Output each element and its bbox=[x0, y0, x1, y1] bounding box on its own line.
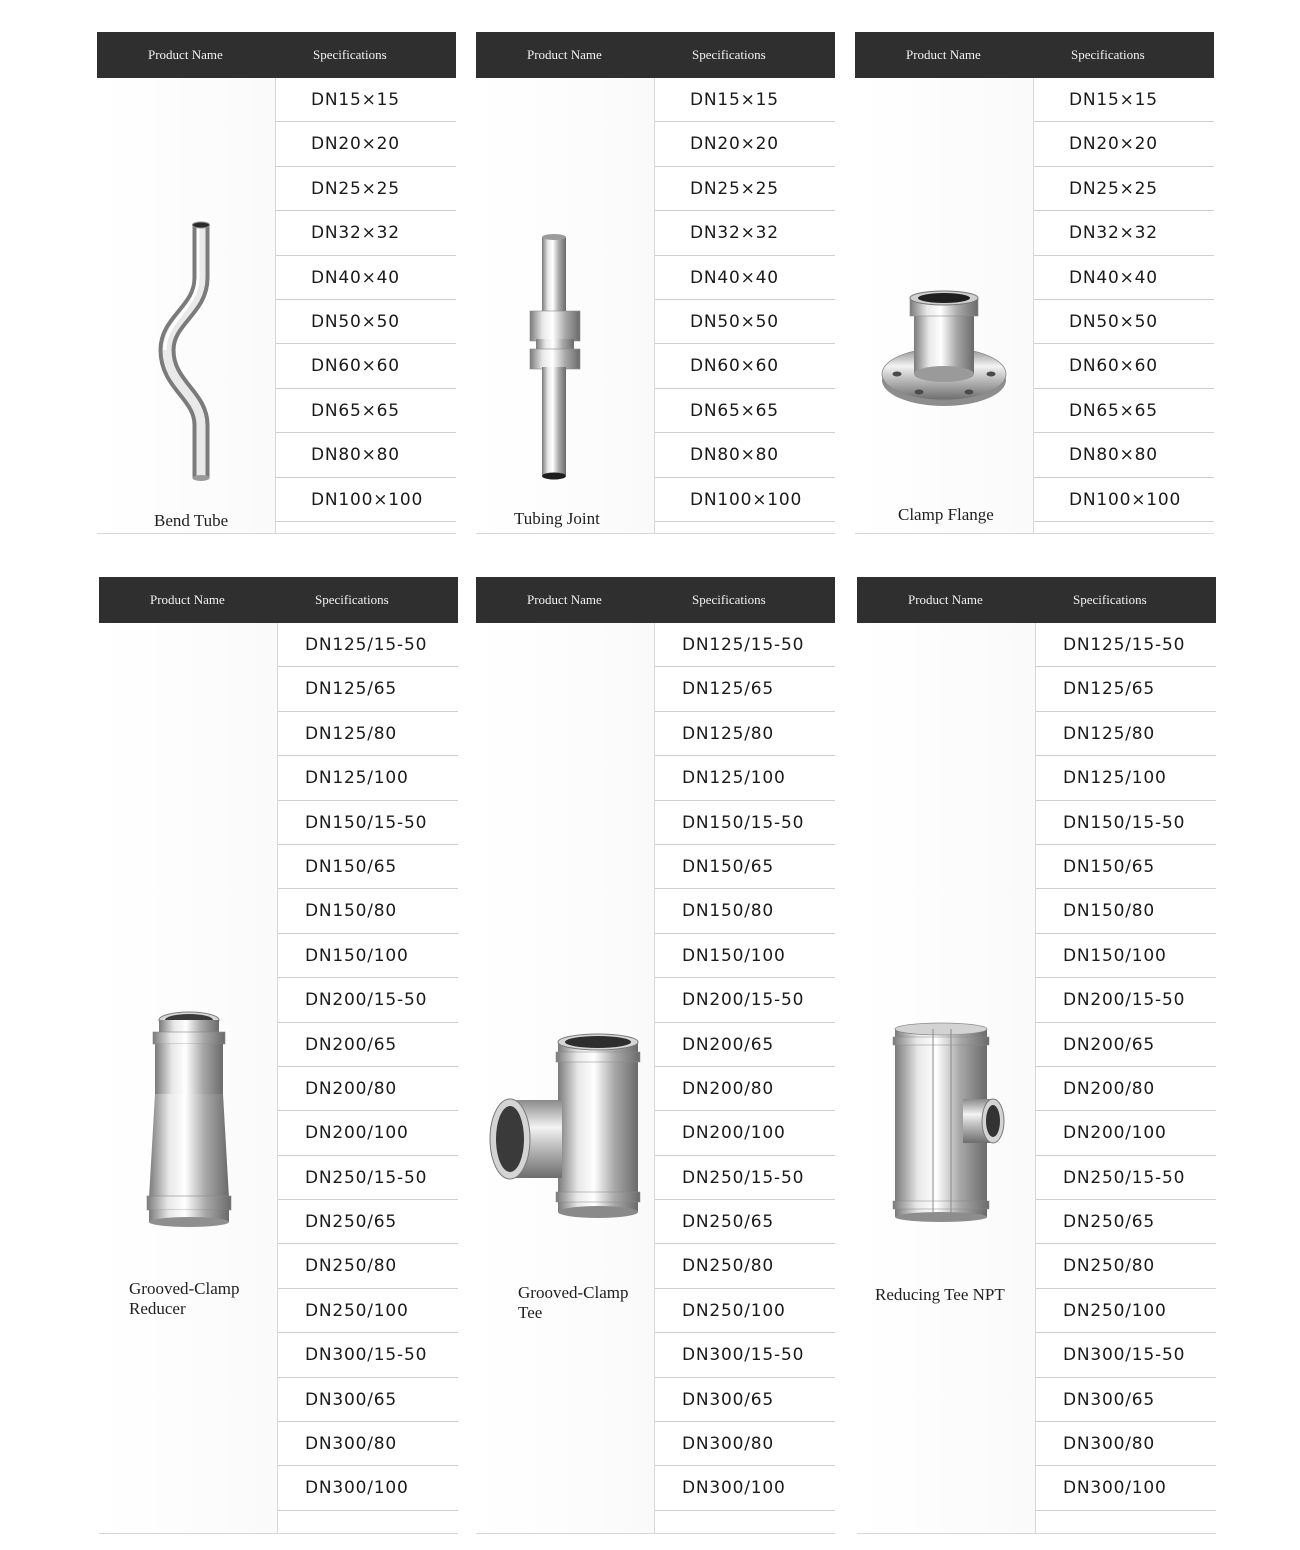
spec-row: DN50×50 bbox=[655, 300, 835, 344]
spec-list bbox=[1034, 78, 1214, 522]
spec-table-grooved-clamp-tee bbox=[476, 577, 835, 1533]
spec-row: DN250/15-50 bbox=[278, 1156, 458, 1200]
spec-row: DN250/80 bbox=[655, 1244, 835, 1288]
spec-list bbox=[655, 78, 835, 522]
spec-row: DN65×65 bbox=[1034, 389, 1214, 433]
spec-list bbox=[1036, 623, 1216, 1511]
spec-list bbox=[278, 623, 458, 1511]
spec-row: DN150/80 bbox=[1036, 889, 1216, 933]
spec-row: DN15×15 bbox=[276, 78, 456, 122]
spec-row: DN200/15-50 bbox=[1036, 978, 1216, 1022]
header-product-name: Product Name bbox=[148, 47, 223, 62]
product-cell bbox=[476, 78, 655, 533]
spec-row: DN125/80 bbox=[1036, 712, 1216, 756]
spec-row: DN80×80 bbox=[1034, 433, 1214, 477]
spec-row: DN200/65 bbox=[655, 1023, 835, 1067]
spec-row: DN20×20 bbox=[276, 122, 456, 166]
spec-row: DN150/100 bbox=[1036, 934, 1216, 978]
product-name-line2: Reducer bbox=[129, 1299, 186, 1318]
spec-row: DN200/80 bbox=[655, 1067, 835, 1111]
bend-tube-icon bbox=[157, 220, 227, 485]
spec-row: DN150/100 bbox=[655, 934, 835, 978]
spec-row: DN200/100 bbox=[1036, 1111, 1216, 1155]
spec-row: DN100×100 bbox=[1034, 478, 1214, 522]
spec-row: DN150/15-50 bbox=[278, 801, 458, 845]
product-name: Clamp Flange bbox=[898, 505, 994, 524]
table-header bbox=[476, 32, 835, 78]
spec-row: DN125/15-50 bbox=[655, 623, 835, 667]
spec-row: DN250/65 bbox=[1036, 1200, 1216, 1244]
header-specifications: Specifications bbox=[692, 592, 766, 607]
header-specifications: Specifications bbox=[313, 47, 387, 62]
spec-row: DN65×65 bbox=[655, 389, 835, 433]
header-product-name: Product Name bbox=[908, 592, 983, 607]
spec-row: DN25×25 bbox=[1034, 167, 1214, 211]
product-cell bbox=[857, 623, 1036, 1533]
spec-row: DN150/65 bbox=[278, 845, 458, 889]
spec-row: DN100×100 bbox=[655, 478, 835, 522]
product-name-line2: Tee bbox=[518, 1303, 543, 1322]
spec-row: DN150/65 bbox=[1036, 845, 1216, 889]
spec-table-grooved-clamp-reducer bbox=[99, 577, 458, 1533]
spec-row: DN300/15-50 bbox=[1036, 1333, 1216, 1377]
spec-row: DN60×60 bbox=[655, 344, 835, 388]
spec-row: DN125/80 bbox=[655, 712, 835, 756]
spec-row: DN125/65 bbox=[1036, 667, 1216, 711]
spec-row: DN300/65 bbox=[278, 1378, 458, 1422]
spec-row: DN300/100 bbox=[655, 1466, 835, 1510]
spec-row: DN40×40 bbox=[1034, 256, 1214, 300]
spec-row: DN80×80 bbox=[655, 433, 835, 477]
spec-row: DN300/100 bbox=[1036, 1466, 1216, 1510]
spec-list bbox=[655, 623, 835, 1511]
divider bbox=[97, 533, 456, 534]
spec-row: DN60×60 bbox=[1034, 344, 1214, 388]
spec-row: DN80×80 bbox=[276, 433, 456, 477]
divider bbox=[476, 1533, 835, 1534]
spec-row: DN300/15-50 bbox=[278, 1333, 458, 1377]
spec-row: DN50×50 bbox=[276, 300, 456, 344]
spec-row: DN150/15-50 bbox=[655, 801, 835, 845]
divider bbox=[476, 533, 835, 534]
spec-row: DN250/80 bbox=[278, 1244, 458, 1288]
spec-row: DN250/100 bbox=[1036, 1289, 1216, 1333]
spec-row: DN200/65 bbox=[278, 1023, 458, 1067]
spec-table-tubing-joint bbox=[476, 32, 835, 533]
grooved-clamp-tee-icon bbox=[486, 1028, 646, 1223]
spec-list bbox=[276, 78, 456, 522]
clamp-flange-icon bbox=[877, 290, 1011, 415]
spec-row: DN40×40 bbox=[276, 256, 456, 300]
spec-row: DN25×25 bbox=[276, 167, 456, 211]
product-cell bbox=[99, 623, 278, 1533]
spec-row: DN40×40 bbox=[655, 256, 835, 300]
product-cell bbox=[855, 78, 1034, 533]
spec-row: DN250/15-50 bbox=[655, 1156, 835, 1200]
spec-row: DN125/100 bbox=[655, 756, 835, 800]
spec-row: DN60×60 bbox=[276, 344, 456, 388]
table-header bbox=[855, 32, 1214, 78]
header-specifications: Specifications bbox=[1073, 592, 1147, 607]
spec-row: DN65×65 bbox=[276, 389, 456, 433]
spec-row: DN200/80 bbox=[1036, 1067, 1216, 1111]
product-name bbox=[129, 1279, 239, 1319]
spec-row: DN50×50 bbox=[1034, 300, 1214, 344]
header-product-name: Product Name bbox=[527, 592, 602, 607]
spec-row: DN200/100 bbox=[655, 1111, 835, 1155]
header-specifications: Specifications bbox=[692, 47, 766, 62]
spec-row: DN15×15 bbox=[655, 78, 835, 122]
product-name bbox=[518, 1283, 628, 1323]
spec-row: DN300/80 bbox=[655, 1422, 835, 1466]
spec-row: DN20×20 bbox=[1034, 122, 1214, 166]
product-cell bbox=[97, 78, 276, 533]
spec-row: DN125/65 bbox=[655, 667, 835, 711]
spec-row: DN200/100 bbox=[278, 1111, 458, 1155]
spec-row: DN125/15-50 bbox=[1036, 623, 1216, 667]
header-specifications: Specifications bbox=[315, 592, 389, 607]
product-name: Tubing Joint bbox=[514, 509, 600, 528]
spec-row: DN250/15-50 bbox=[1036, 1156, 1216, 1200]
spec-table-clamp-flange bbox=[855, 32, 1214, 533]
product-name: Reducing Tee NPT bbox=[875, 1285, 1005, 1304]
spec-row: DN250/65 bbox=[278, 1200, 458, 1244]
spec-row: DN250/100 bbox=[278, 1289, 458, 1333]
product-name: Bend Tube bbox=[154, 511, 229, 530]
spec-row: DN15×15 bbox=[1034, 78, 1214, 122]
spec-row: DN125/100 bbox=[278, 756, 458, 800]
reducing-tee-npt-icon bbox=[889, 1021, 1009, 1226]
spec-table-bend-tube bbox=[97, 32, 456, 533]
spec-row: DN150/100 bbox=[278, 934, 458, 978]
spec-row: DN125/65 bbox=[278, 667, 458, 711]
spec-row: DN200/15-50 bbox=[655, 978, 835, 1022]
table-header bbox=[857, 577, 1216, 623]
spec-row: DN125/80 bbox=[278, 712, 458, 756]
spec-row: DN32×32 bbox=[655, 211, 835, 255]
product-name-line1: Grooved-Clamp bbox=[518, 1283, 629, 1302]
spec-row: DN100×100 bbox=[276, 478, 456, 522]
spec-row: DN250/100 bbox=[655, 1289, 835, 1333]
table-header bbox=[97, 32, 456, 78]
spec-row: DN32×32 bbox=[1034, 211, 1214, 255]
spec-row: DN200/80 bbox=[278, 1067, 458, 1111]
header-product-name: Product Name bbox=[527, 47, 602, 62]
product-cell bbox=[476, 623, 655, 1533]
header-product-name: Product Name bbox=[906, 47, 981, 62]
spec-row: DN150/15-50 bbox=[1036, 801, 1216, 845]
spec-row: DN200/15-50 bbox=[278, 978, 458, 1022]
spec-row: DN300/80 bbox=[1036, 1422, 1216, 1466]
table-header bbox=[476, 577, 835, 623]
spec-row: DN25×25 bbox=[655, 167, 835, 211]
header-specifications: Specifications bbox=[1071, 47, 1145, 62]
spec-row: DN200/65 bbox=[1036, 1023, 1216, 1067]
grooved-clamp-reducer-icon bbox=[139, 1008, 239, 1228]
spec-row: DN150/80 bbox=[278, 889, 458, 933]
spec-row: DN300/80 bbox=[278, 1422, 458, 1466]
tubing-joint-icon bbox=[526, 233, 586, 483]
spec-row: DN125/15-50 bbox=[278, 623, 458, 667]
header-product-name: Product Name bbox=[150, 592, 225, 607]
divider bbox=[857, 1533, 1216, 1534]
spec-row: DN125/100 bbox=[1036, 756, 1216, 800]
spec-row: DN250/80 bbox=[1036, 1244, 1216, 1288]
divider bbox=[99, 1533, 458, 1534]
spec-row: DN300/15-50 bbox=[655, 1333, 835, 1377]
spec-row: DN300/65 bbox=[1036, 1378, 1216, 1422]
table-header bbox=[99, 577, 458, 623]
divider bbox=[855, 533, 1214, 534]
spec-row: DN32×32 bbox=[276, 211, 456, 255]
spec-row: DN150/80 bbox=[655, 889, 835, 933]
spec-row: DN150/65 bbox=[655, 845, 835, 889]
spec-row: DN300/65 bbox=[655, 1378, 835, 1422]
spec-row: DN20×20 bbox=[655, 122, 835, 166]
spec-row: DN250/65 bbox=[655, 1200, 835, 1244]
product-name-line1: Grooved-Clamp bbox=[129, 1279, 240, 1298]
spec-table-reducing-tee-npt bbox=[857, 577, 1216, 1533]
spec-row: DN300/100 bbox=[278, 1466, 458, 1510]
